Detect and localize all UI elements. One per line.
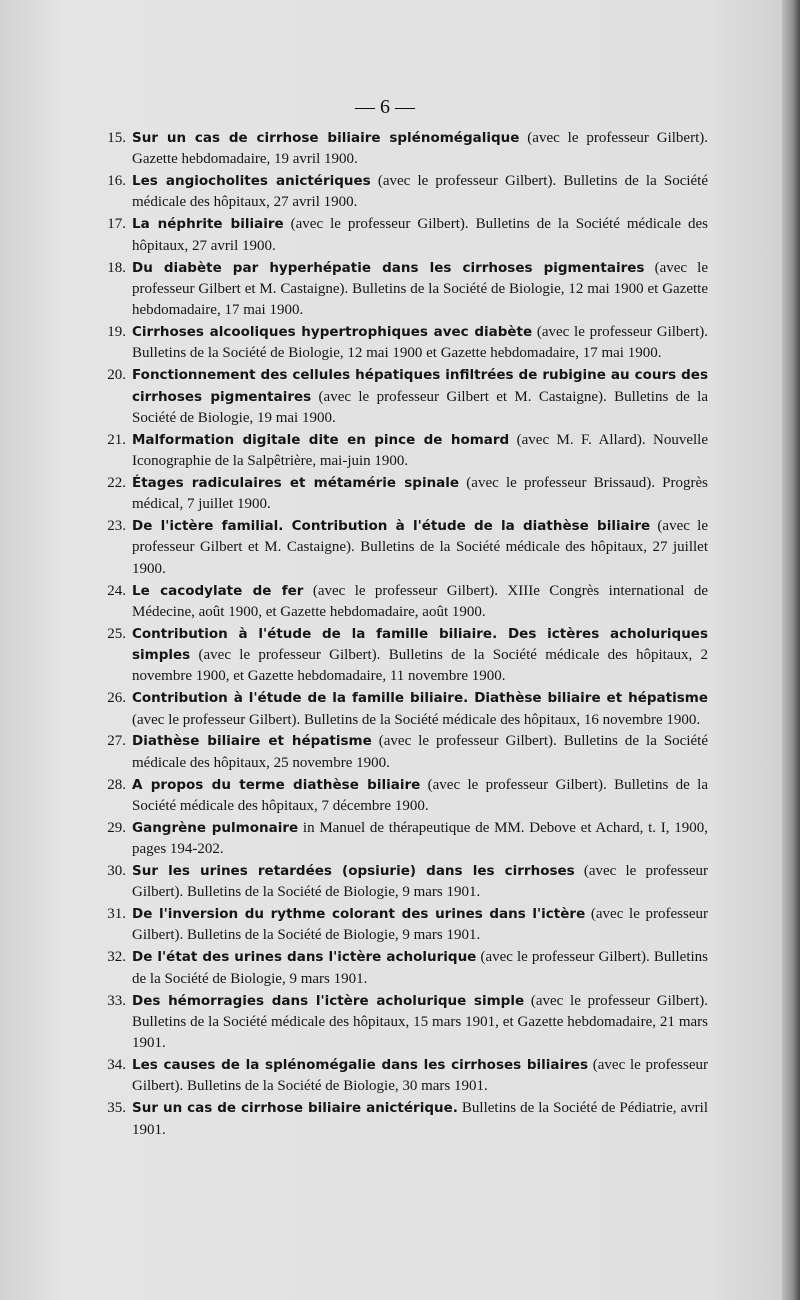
entry-reference: in Manuel de thérapeutique de MM. Debove et Achard, t. I, 1900, pages 194-202. [132, 819, 708, 858]
page-number: — 6 — [355, 96, 415, 118]
entry-number: 27. [107, 733, 126, 750]
entry-title: A propos du terme diathèse biliaire [132, 776, 421, 793]
publication-entry [96, 731, 708, 774]
entry-number: 17. [107, 216, 126, 233]
entry-number: 26. [107, 690, 126, 707]
publication-entry [96, 322, 708, 365]
entry-reference: (avec le professeur Gilbert). Bulletins de la Société médicale des hôpitaux, 15 mars 1901, et Gazette hebdomadaire, 21 mars 1901. [132, 992, 708, 1052]
entry-title: Du diabète par hyperhépatie dans les cirrhoses pigmentaires [132, 259, 645, 276]
entry-number: 16. [107, 173, 126, 190]
entry-reference: (avec le professeur Gilbert). Bulletins de la Société médicale des hôpitaux, 27 avril 1900. [132, 173, 709, 211]
publication-entry [96, 516, 708, 580]
entry-title: Sur un cas de cirrhose biliaire splénomégalique [132, 130, 520, 146]
entry-reference: Bulletins de la Société de Pédiatrie, avril 1901. [132, 1100, 708, 1138]
entry-number: 15. [107, 130, 126, 146]
entry-reference: (avec le professeur Gilbert). Gazette hebdomadaire, 19 avril 1900. [132, 130, 708, 168]
entry-title: Sur les urines retardées (opsiurie) dans les cirrhoses [132, 863, 575, 879]
entry-reference: (avec le professeur Gilbert et M. Castaigne). Bulletins de la Société de Biologie, 12 mai 1900 et Gazette hebdomadaire, 17 mai 1900. [132, 259, 708, 319]
entry-reference: (avec le professeur Gilbert). Bulletins de la Société médicale des hôpitaux, 25 novembre 1900. [132, 733, 708, 771]
entry-number: 33. [107, 992, 126, 1009]
entry-number: 32. [107, 949, 126, 966]
publication-entry [96, 365, 708, 429]
entry-title: Le cacodylate de fer [132, 582, 304, 599]
entry-number: 29. [107, 819, 126, 836]
entry-reference: (avec le professeur Gilbert). Bulletins de la Société de Biologie, 30 mars 1901. [132, 1057, 708, 1095]
publication-entry [96, 581, 708, 624]
publication-entry [96, 904, 708, 947]
entry-title: Les causes de la splénomégalie dans les cirrhoses biliaires [132, 1057, 589, 1074]
entry-reference: (avec le professeur Gilbert). Bulletins de la Société médicale des hôpitaux, 27 avril 1900. [132, 216, 708, 254]
publication-list [96, 128, 708, 1141]
publication-entry [96, 258, 708, 322]
entry-reference: (avec M. F. Allard). Nouvelle Iconographie de la Salpêtrière, mai-juin 1900. [132, 431, 708, 470]
publication-entry [96, 775, 708, 818]
entry-title: La néphrite biliaire [132, 216, 284, 233]
publication-entry [96, 430, 708, 473]
entry-reference: (avec le professeur Brissaud). Progrès médical, 7 juillet 1900. [132, 474, 708, 513]
entry-reference: (avec le professeur Gilbert). Bulletins de la Société de Biologie, 9 mars 1901. [132, 906, 708, 944]
entry-title: De l'état des urines dans l'ictère acholurique [132, 949, 477, 966]
entry-title: Les angiocholites anictériques [132, 173, 371, 190]
entry-title: Diathèse biliaire et hépatisme [132, 733, 372, 750]
entry-title: Fonctionnement des cellules hépatiques infiltrées de rubigine au cours des cirrhoses pigmentaires [132, 367, 708, 405]
publication-entry [96, 818, 708, 861]
entry-title: Sur un cas de cirrhose biliaire anictérique. [132, 1100, 458, 1117]
entry-title: Des hémorragies dans l'ictère acholurique simple [132, 992, 525, 1009]
entry-reference: (avec le professeur Gilbert). Bulletins de la Société médicale des hôpitaux, 7 décembre 1900. [132, 776, 708, 814]
entry-title: Gangrène pulmonaire [132, 819, 299, 836]
entry-number: 31. [107, 906, 126, 923]
publication-entry [96, 624, 708, 688]
entry-number: 19. [107, 324, 126, 341]
entry-title: De l'ictère familial. Contribution à l'étude de la diathèse biliaire [132, 518, 651, 535]
entry-reference: (avec le professeur Gilbert). Bulletins de la Société médicale des hôpitaux, 16 novembre 1900. [132, 711, 701, 728]
entry-reference: (avec le professeur Gilbert et M. Castaigne). Bulletins de la Société médicale des hôpitaux, 27 juillet 1900. [132, 518, 709, 577]
entry-title: Malformation digitale dite en pince de homard [132, 431, 510, 448]
entry-number: 28. [107, 776, 126, 793]
publication-entry [96, 214, 708, 257]
entry-reference: (avec le professeur Gilbert). Bulletins de la Société de Biologie, 9 mars 1901. [132, 863, 708, 901]
entry-title: De l'inversion du rythme colorant des urines dans l'ictère [132, 906, 586, 923]
publication-entry [96, 1055, 708, 1098]
book-edge [782, 0, 800, 1300]
entry-title: Cirrhoses alcooliques hypertrophiques avec diabète [132, 324, 533, 341]
entry-reference: (avec le professeur Gilbert). XIIIe Congrès international de Médecine, août 1900, et Gazette hebdomadaire, août 1900. [132, 582, 708, 620]
entry-number: 18. [107, 259, 126, 276]
entry-number: 34. [107, 1057, 126, 1074]
entry-number: 23. [107, 518, 126, 535]
entry-number: 24. [107, 582, 126, 599]
entry-reference: (avec le professeur Gilbert). Bulletins de la Société de Biologie, 9 mars 1901. [132, 949, 709, 987]
entry-title: Contribution à l'étude de la famille biliaire. Des ictères acholuriques simples [132, 625, 708, 664]
entry-title: Contribution à l'étude de la famille biliaire. Diathèse biliaire et hépatisme [132, 690, 708, 707]
entry-number: 35. [107, 1100, 126, 1117]
publication-entry [96, 991, 708, 1055]
publication-entry [96, 861, 708, 904]
entry-reference: (avec le professeur Gilbert). Bulletins de la Société médicale des hôpitaux, 2 novembre 1900, et Gazette hebdomadaire, 11 novembre 1900. [132, 647, 708, 685]
entry-reference: (avec le professeur Gilbert et M. Castaigne). Bulletins de la Société de Biologie, 19 mai 1900. [132, 388, 709, 426]
entry-title: Étages radiculaires et métamérie spinale [132, 474, 460, 491]
entry-reference: (avec le professeur Gilbert). Bulletins de la Société de Biologie, 12 mai 1900 et Gazette hebdomadaire, 17 mai 1900. [132, 324, 708, 362]
publication-entry [96, 128, 708, 171]
entry-number: 21. [107, 431, 126, 448]
publication-entry [96, 171, 708, 214]
entry-number: 25. [107, 625, 126, 642]
publication-entry [96, 473, 708, 516]
entry-number: 30. [107, 863, 126, 879]
publication-entry [96, 688, 708, 731]
publication-entry [96, 1098, 708, 1141]
entry-number: 22. [107, 474, 126, 491]
publication-entry [96, 947, 708, 990]
entry-number: 20. [107, 367, 126, 384]
